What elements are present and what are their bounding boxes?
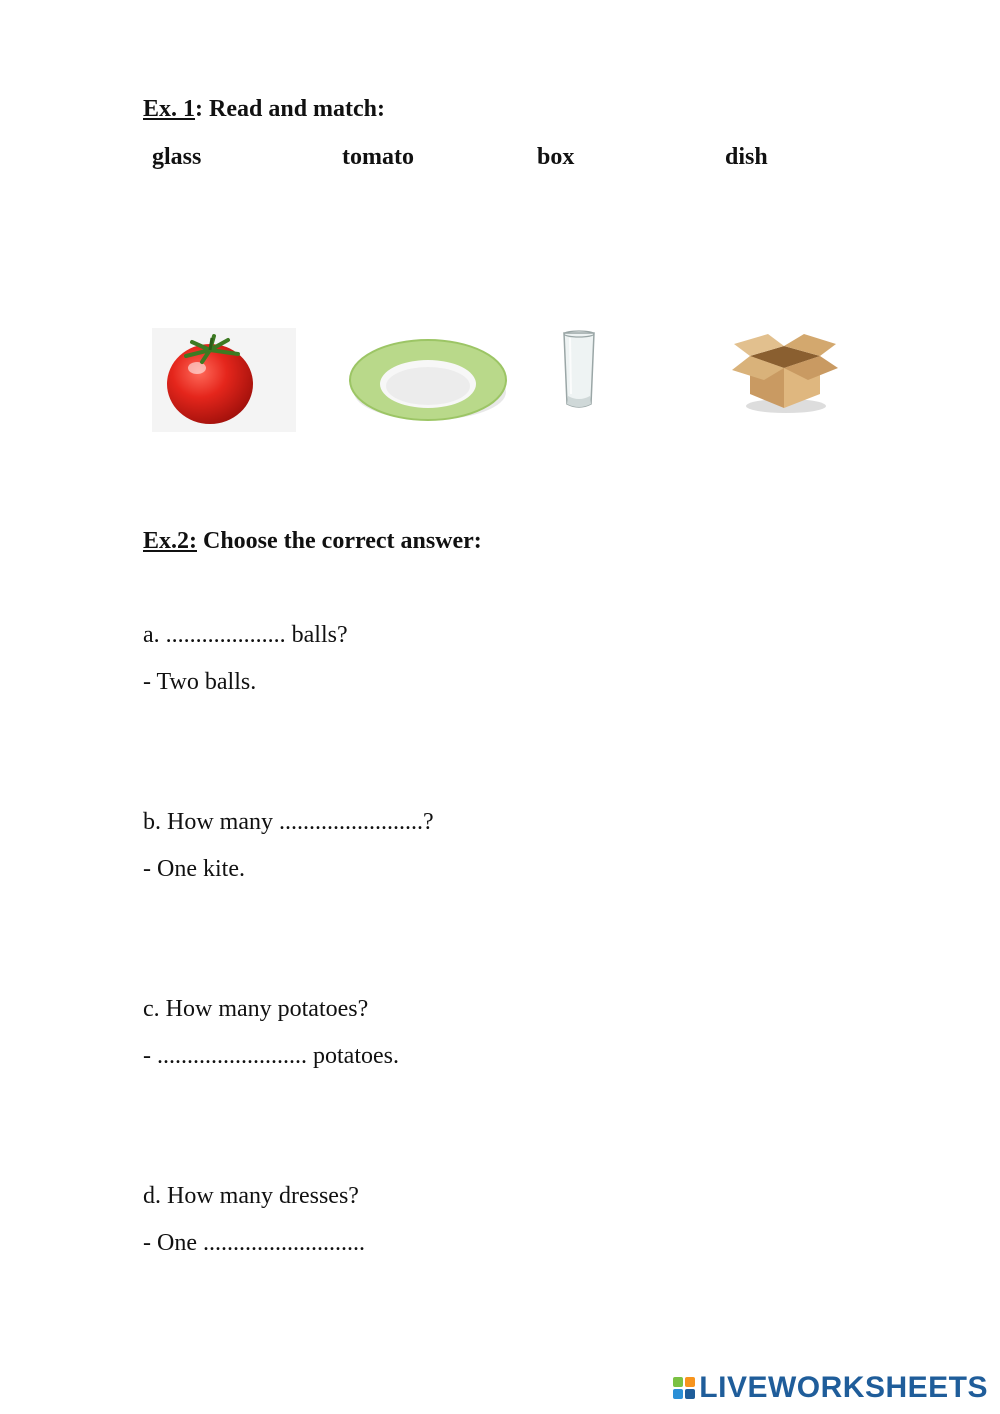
ex1-heading — [143, 96, 385, 123]
ex1-title: : Read and match: — [195, 96, 386, 122]
ex2-label: Ex.2: — [143, 528, 197, 554]
answer-a: - Two balls. — [143, 669, 257, 695]
word-box[interactable]: box — [537, 144, 575, 170]
tomato-image[interactable] — [152, 328, 296, 432]
brand-name: LIVEWORKSHEETS — [699, 1371, 988, 1404]
box-image[interactable] — [728, 326, 840, 416]
liveworksheets-logo — [673, 1368, 988, 1408]
ex2-heading — [143, 528, 482, 555]
question-d: d. How many dresses? — [143, 1183, 359, 1209]
answer-c[interactable]: - ......................... potatoes. — [143, 1043, 399, 1069]
ex1-label: Ex. 1 — [143, 96, 196, 122]
ex2-title: Choose the correct answer: — [197, 528, 482, 554]
answer-d[interactable]: - One ........................... — [143, 1230, 365, 1256]
question-c: c. How many potatoes? — [143, 996, 369, 1022]
word-tomato[interactable]: tomato — [342, 144, 414, 170]
answer-b: - One kite. — [143, 856, 245, 882]
liveworksheets-mark-icon — [673, 1377, 695, 1399]
question-a[interactable]: a. .................... balls? — [143, 622, 348, 648]
word-dish[interactable]: dish — [725, 144, 768, 170]
glass-image[interactable] — [560, 330, 598, 412]
dish-image[interactable] — [348, 334, 510, 428]
word-glass[interactable]: glass — [152, 144, 202, 170]
question-b[interactable]: b. How many ........................? — [143, 809, 434, 835]
